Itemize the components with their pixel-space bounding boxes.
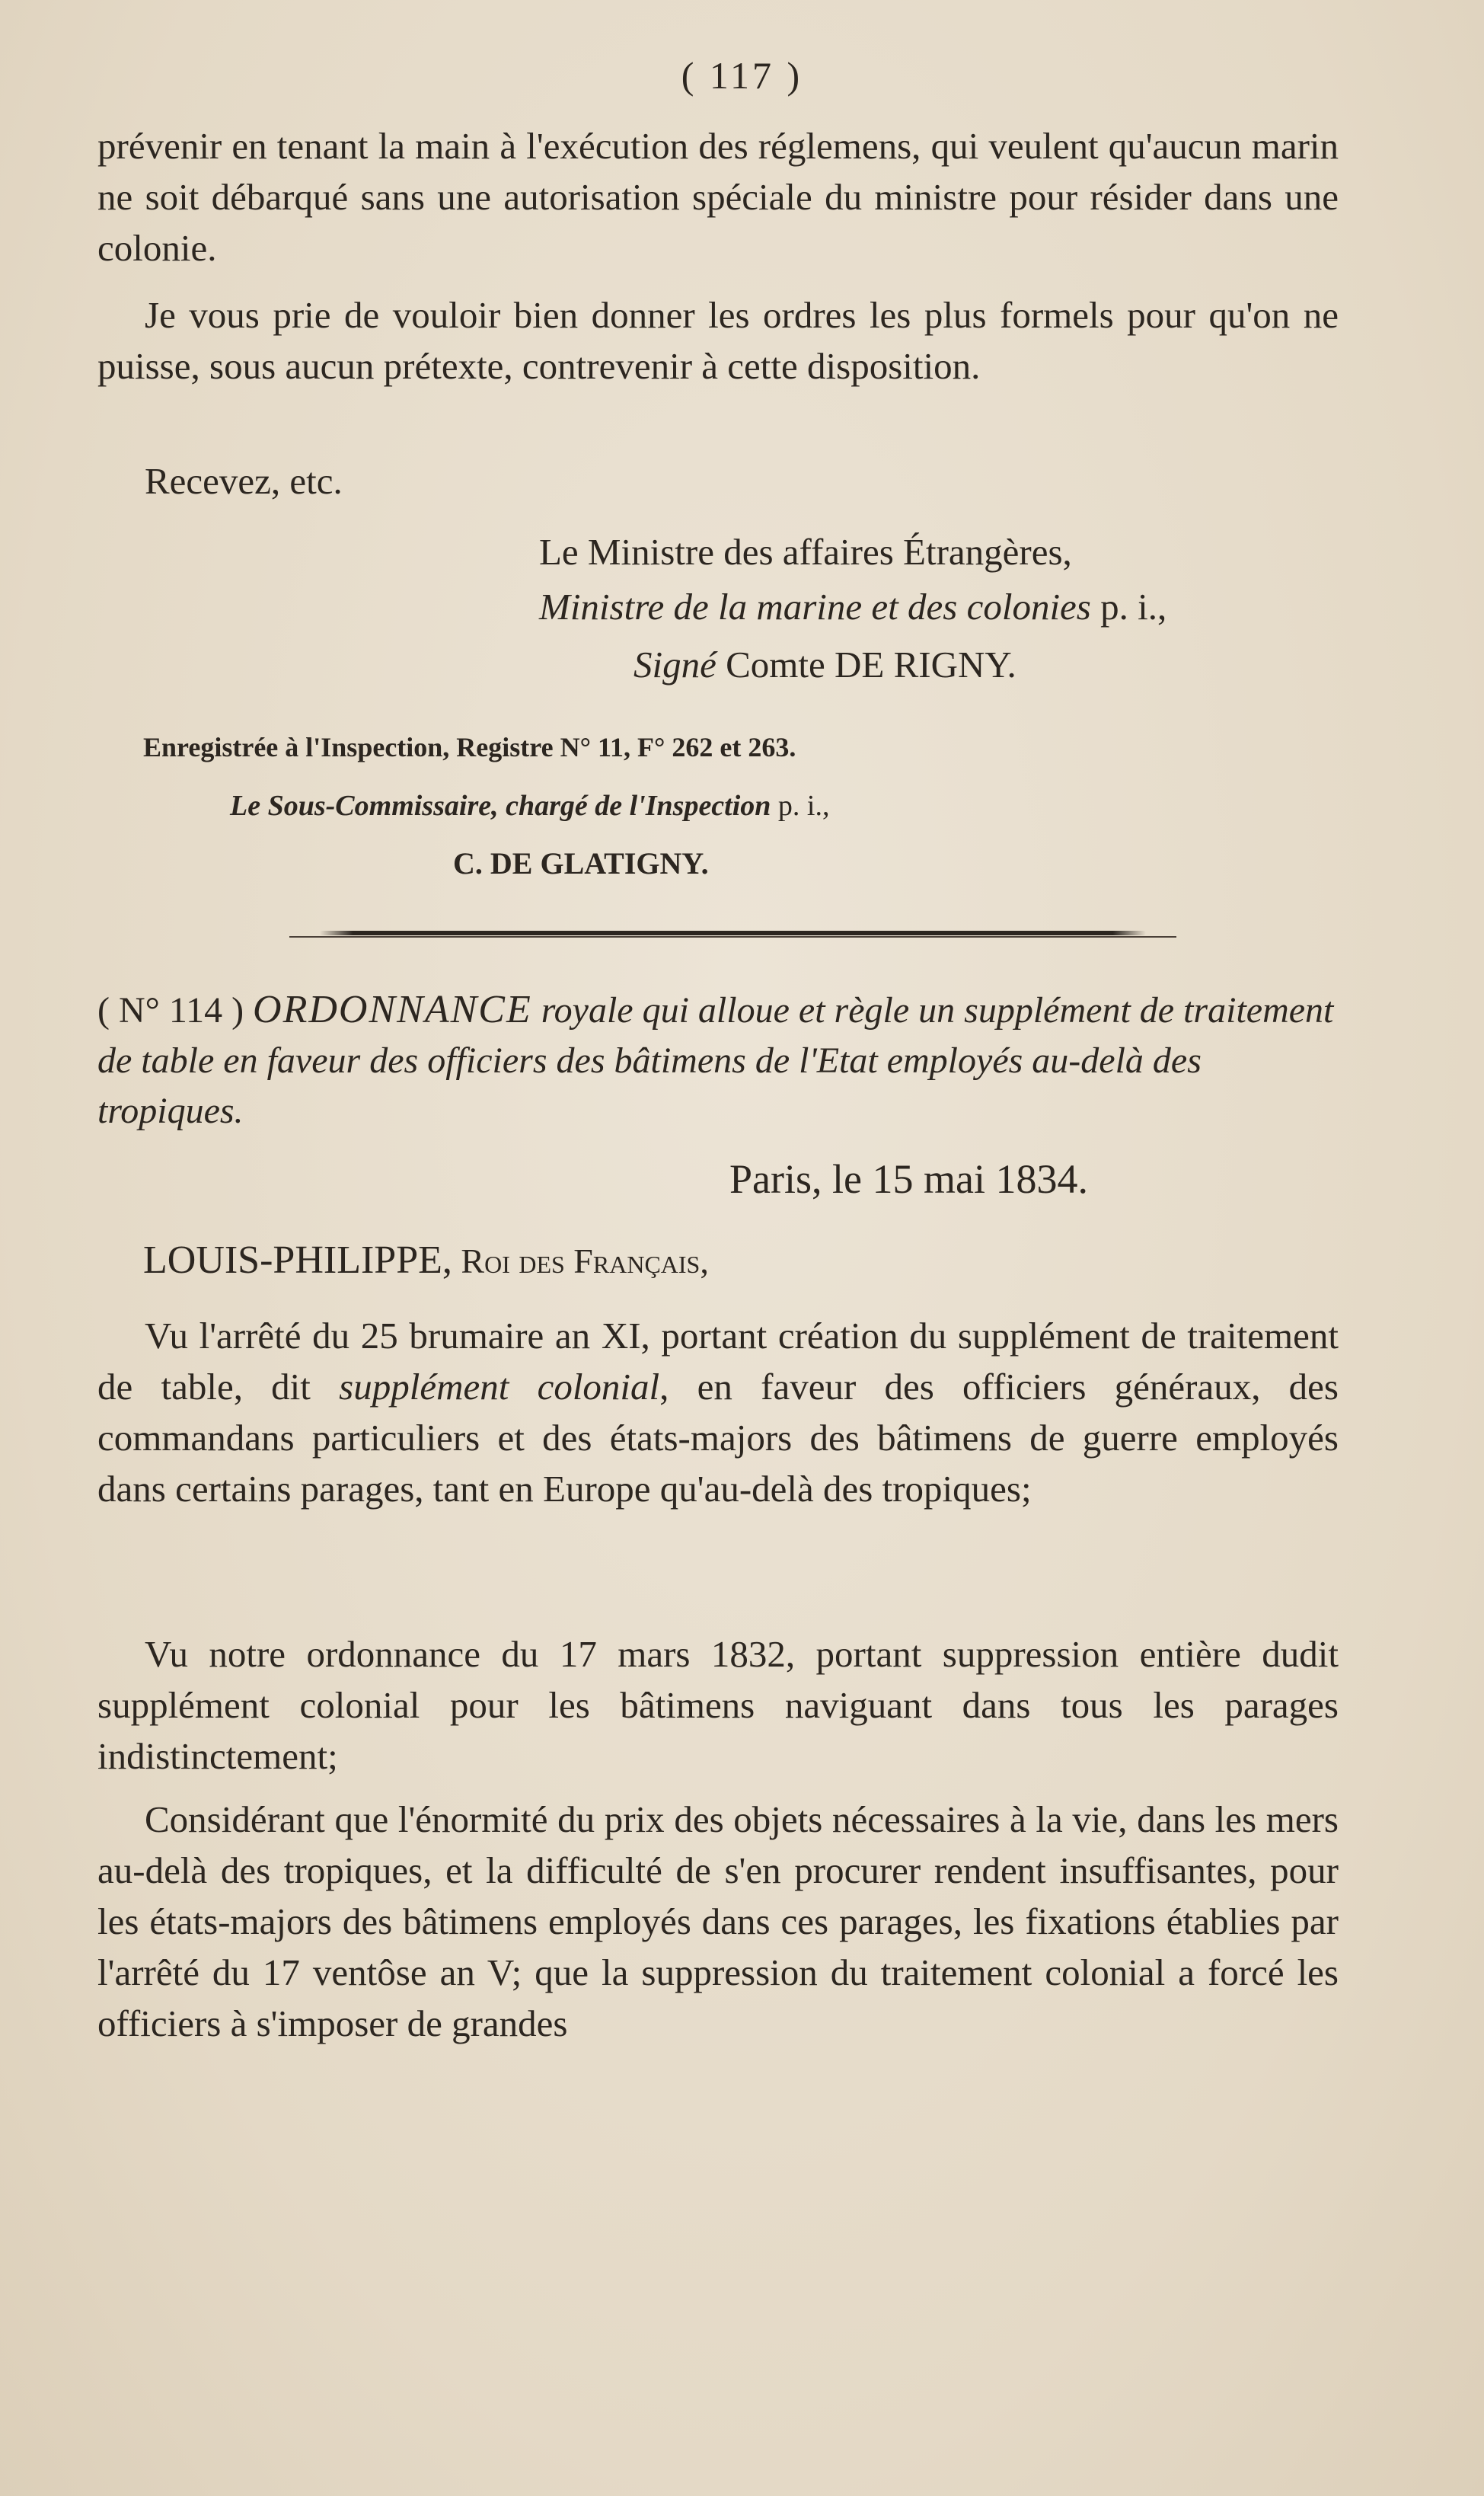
considerant-paragraph: Considérant que l'énormité du prix des objets nécessaires à la vie, dans les mers au-delà des tropiques, et la difficulté de s'en procurer rendent insuffisantes, pour les états-majors des bâtimens employés dans ces parages, les fixations établies par l'arrêté du 17 ventôse an V; que la suppression du traitement colonial a forcé les officiers à s'imposer de grandes (97, 1798, 1339, 2044)
signature-signed-label: Signé (633, 644, 716, 686)
signature-office-italic: Ministre de la marine et des colonies (539, 586, 1091, 628)
ordonnance-title-word: ORDONNANCE (253, 988, 532, 1031)
registration-commissioner-suffix: p. i., (771, 790, 830, 822)
vu2-paragraph: Vu notre ordonnance du 17 mars 1832, portant suppression entière dudit supplément colonial pour les bâtimens naviguant dans tous les parages indistinctement; (97, 1633, 1339, 1777)
section-divider (320, 931, 1146, 935)
closing-formula: Recevez, etc. (145, 460, 343, 502)
signature-name (633, 643, 1016, 686)
signature-title: Le Ministre des affaires Étrangères, (539, 531, 1072, 573)
page-number: ( 117 ) (681, 54, 803, 97)
considerant-block (97, 1794, 1339, 2049)
request-paragraph: Je vous prie de vouloir bien donner les ordres les plus formels pour qu'on ne puisse, sous aucun prétexte, contrevenir à cette disposition. (97, 294, 1339, 387)
ordonnance-number: ( N° 114 ) (97, 990, 244, 1031)
section-divider-thin (289, 936, 1176, 938)
closing-block (97, 455, 1339, 507)
vu2-block (97, 1628, 1339, 1782)
vu1-text-after: , en faveur des officiers généraux, des commandans particuliers et des états-majors des bâtimens de guerre employés dans certains parages, tant en Europe qu'au-delà des tropiques; (97, 1366, 1339, 1510)
king-heading (143, 1238, 709, 1283)
king-name: LOUIS-PHILIPPE, (143, 1238, 452, 1282)
vu1-text-before: Vu l'arrêté du 25 brumaire an XI, portant création du supplément de traitement de table, dit (97, 1315, 1339, 1408)
signature-office (539, 585, 1166, 628)
intro-paragraph-block (97, 120, 1339, 273)
registration-signatory: C. DE GLATIGNY. (453, 846, 709, 880)
vu1-block (97, 1310, 1339, 1514)
vu1-text-italic: supplément colonial (339, 1366, 660, 1408)
vu1-paragraph (97, 1310, 1339, 1514)
registration-line: Enregistrée à l'Inspection, Registre N° 11, F° 262 et 263. (143, 732, 796, 762)
registration-commissioner (230, 789, 829, 823)
signature-minister-name: Comte DE RIGNY. (716, 644, 1016, 686)
registration-commissioner-italic: Le Sous-Commissaire, chargé de l'Inspection (230, 790, 771, 822)
ordonnance-heading (97, 985, 1339, 1136)
signature-office-suffix: p. i., (1090, 586, 1167, 628)
ordonnance-date: Paris, le 15 mai 1834. (729, 1156, 1088, 1202)
king-title: Roi des Français, (452, 1242, 709, 1280)
ordonnance-title-rest: royale qui alloue et règle un supplément de traitement de table en faveur des officiers des bâtimens de l'Etat employés au-delà des tropiques. (97, 990, 1334, 1131)
intro-paragraph: prévenir en tenant la main à l'exécution des réglemens, qui veulent qu'aucun marin ne soit débarqué sans une autorisation spéciale du ministre pour résider dans une colonie. (97, 125, 1339, 269)
request-paragraph-block (97, 289, 1339, 391)
